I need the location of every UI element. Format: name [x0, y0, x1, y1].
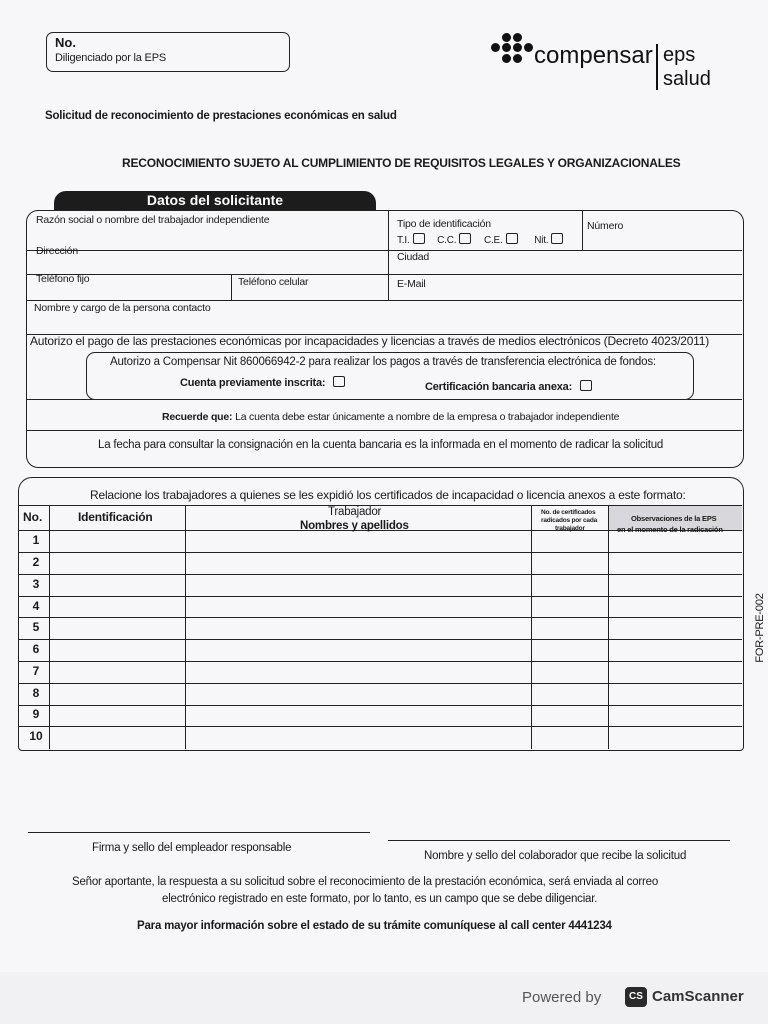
eps-number-label: No. — [55, 35, 76, 50]
section-title: Datos del solicitante — [54, 191, 376, 210]
option-certificacion — [425, 380, 592, 393]
razon-social-label: Razón social o nombre del trabajador independiente — [36, 214, 270, 226]
form-title: Solicitud de reconocimiento de prestaciones económicas en salud — [45, 110, 397, 122]
id-option-nit: Nit. — [534, 235, 549, 246]
row-number: 1 — [32, 533, 40, 547]
logo-brand: compensar — [534, 42, 653, 69]
camscanner-icon: CS — [625, 987, 647, 1007]
callcenter-note: Para mayor información sobre el estado de su trámite comuníquese al call center 4441234 — [137, 920, 612, 932]
notice-line-2: electrónico registrado en este formato, por lo tanto, es un campo que se debe diligenciar. — [162, 893, 598, 905]
nit-checkbox[interactable] — [551, 233, 563, 244]
contacto-label: Nombre y cargo de la persona contacto — [34, 302, 211, 314]
col-nombres: Nombres y apellidos — [300, 520, 409, 532]
row-number: 5 — [32, 620, 40, 634]
form-code: FOR-PRE-002 — [754, 593, 766, 663]
id-options — [397, 233, 563, 246]
eps-number-box — [46, 32, 290, 72]
ce-checkbox[interactable] — [506, 233, 518, 244]
row-number: 6 — [32, 642, 40, 656]
form-subtitle: RECONOCIMIENTO SUJETO AL CUMPLIMIENTO DE REQUISITOS LEGALES Y ORGANIZACIONALES — [122, 156, 681, 170]
direccion-label: Dirección — [36, 245, 78, 257]
recuerde-text: La cuenta debe estar únicamente a nombre de la empresa o trabajador independiente — [235, 411, 620, 423]
ciudad-label: Ciudad — [397, 251, 430, 263]
signature-employer-label: Firma y sello del empleador responsable — [92, 842, 292, 854]
email-label: E-Mail — [397, 278, 426, 290]
certificacion-checkbox[interactable] — [580, 380, 592, 391]
authorize-compensar-text: Autorizo a Compensar Nit 860066942-2 para realizar los pagos a través de transferencia electrónica de fondos: — [110, 356, 656, 368]
logo-divider — [656, 44, 658, 90]
id-option-cc: C.C. — [437, 235, 457, 246]
row-number: 7 — [32, 664, 40, 678]
ti-checkbox[interactable] — [413, 233, 425, 244]
fecha-note: La fecha para consultar la consignación en la cuenta bancaria es la informada en el momento de radicar la solicitud — [98, 439, 664, 451]
row-number: 3 — [32, 577, 40, 591]
col-obs-2: en el momento de la radicación — [617, 525, 723, 534]
col-certs-2: radicados por cada — [541, 517, 598, 524]
col-obs-1: Observaciones de la EPS — [631, 514, 717, 523]
option-cuenta-inscrita — [180, 376, 345, 389]
cc-checkbox[interactable] — [459, 233, 471, 244]
telefono-fijo-label: Teléfono fijo — [36, 273, 90, 285]
id-option-ce: C.E. — [483, 235, 503, 246]
cuenta-inscrita-label: Cuenta previamente inscrita: — [180, 377, 326, 389]
signature-line-right — [388, 840, 730, 841]
tipo-id-label: Tipo de identificación — [397, 218, 491, 230]
notice-line-1: Señor aportante, la respuesta a su solicitud sobre el reconocimiento de la prestación económica, será enviada al correo — [72, 876, 659, 888]
col-certs-3: trabajador — [555, 525, 585, 532]
certificacion-label: Certificación bancaria anexa: — [425, 381, 573, 393]
logo-sub-eps: eps — [663, 44, 696, 66]
col-trabajador: Trabajador — [328, 506, 382, 518]
row-number: 2 — [32, 555, 40, 569]
row-number: 8 — [32, 686, 40, 700]
id-option-ti: T.I. — [397, 235, 410, 246]
eps-filled-by-label: Diligenciado por la EPS — [55, 52, 166, 64]
cuenta-inscrita-checkbox[interactable] — [333, 376, 345, 387]
signature-collaborator-label: Nombre y sello del colaborador que recibe la solicitud — [424, 850, 687, 862]
col-certs-1: No. de certificados — [541, 509, 596, 516]
powered-by-label: Powered by — [522, 989, 602, 1006]
signature-line-left — [28, 832, 370, 833]
authorize-text: Autorizo el pago de las prestaciones económicas por incapacidades y licencias a través de medios electrónicos (Decreto 4023/2011) — [30, 334, 710, 348]
camscanner-label: CamScanner — [652, 988, 744, 1005]
table-intro: Relacione los trabajadores a quienes se les expidió los certificados de incapacidad o licencia anexos a este formato: — [90, 488, 686, 502]
numero-label: Número — [587, 220, 624, 232]
recuerde-note — [162, 411, 619, 423]
row-number: 10 — [29, 729, 43, 743]
col-no: No. — [23, 510, 43, 524]
telefono-celular-label: Teléfono celular — [238, 276, 309, 288]
logo-sub-salud: salud — [663, 68, 711, 90]
recuerde-bold: Recuerde que: — [162, 411, 233, 423]
scanner-footer — [0, 972, 768, 1024]
row-number: 9 — [32, 707, 40, 721]
col-identificacion: Identificación — [78, 510, 153, 524]
row-number: 4 — [32, 599, 40, 613]
